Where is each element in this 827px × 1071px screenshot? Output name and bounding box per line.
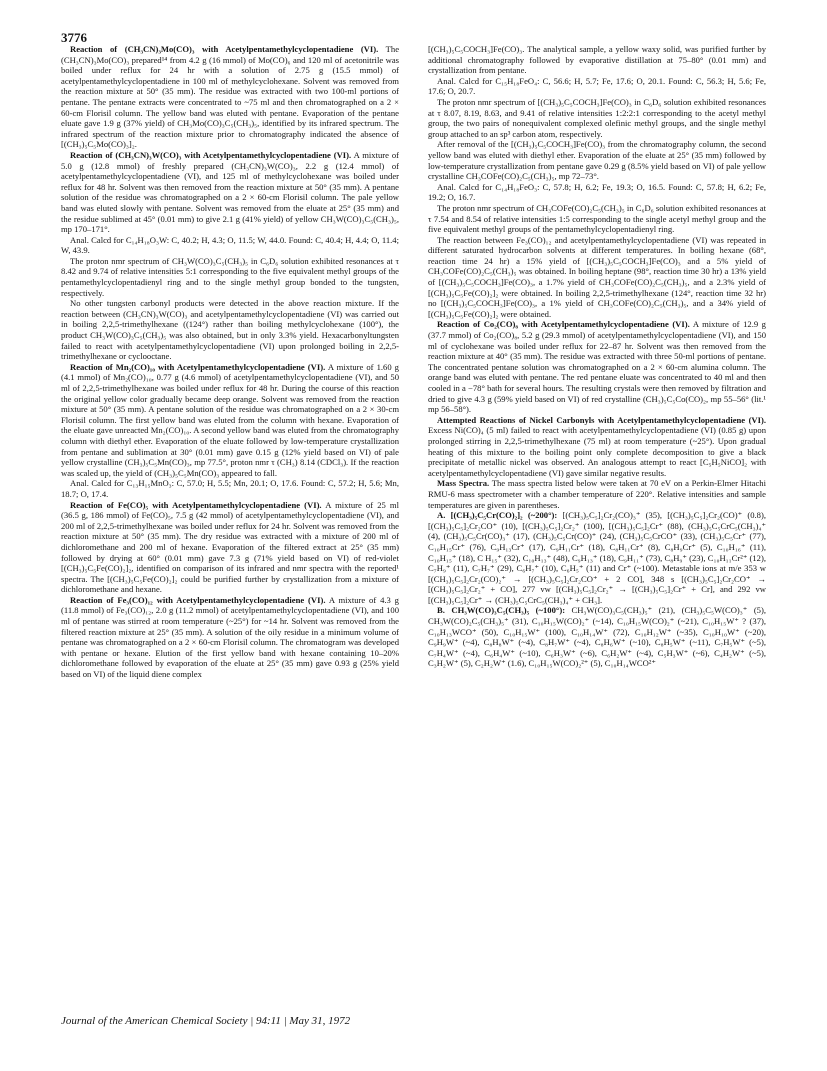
- paragraph: [428, 478, 766, 510]
- paragraph: [428, 203, 766, 235]
- left-column: [61, 44, 399, 680]
- paragraph-heading: A. [(CH₃)₅C₅Cr(CO)₂]₂ (~200°):: [437, 510, 558, 521]
- paragraph-text: A mixture of 4.3 g (11.8 mmol) of Fe₃(CO)₁₂, 2.0 g (11.2 mmol) of acetylpentamethylcyclopentadiene (VI), and 100 ml of pentane was stirred at room temperature (~25°) for ~14 hr. Solvent was removed from the filtered reaction mixture at 25° (35 mm). A solution of the oily residue in a minimum volume of pentane was chromatographed on a 2 × 60-cm Florisil column. The chromatogram was developed with pentane or hexane. Elution of the first yellow band with hexane containing 10–20% dichloromethane followed by evaporation of the eluate at 25° (35 mm) gave 0.93 g (25% yield based on VI) of the liquid diene complex: [61, 594, 399, 680]
- paragraph: [428, 182, 766, 203]
- paragraph-heading: B. CH₃W(CO)₃C₅(CH₃)₅ (~100°):: [437, 605, 566, 616]
- paragraph-heading: Reaction of (CH₃CN)₃Mo(CO)₃ with Acetylpentamethylcyclopentadiene (VI).: [70, 44, 379, 54]
- paragraph: [61, 150, 399, 235]
- paragraph-text: No other tungsten carbonyl products were detected in the above reaction mixture. If the reaction between (CH₃CN)₃W(CO)₃ and acetylpentamethylcyclopentadiene (VI) was carried out in boiling 2,2,5-trimethylhexane ((124°) rather than boiling methylcyclohexane (100°), the product CH₃W(CO)₃C₅(CH₃)₅ was also obtained, but in only 3.3% yield. Hexacarbonyltungsten failed to react with acetylpentamethylcyclopentadiene (VI) upon prolonged boiling in 2,2,5-trimethylhexane or cyclooctane.: [61, 298, 399, 362]
- paragraph: [428, 605, 766, 669]
- paragraph-text: Anal. Calcd for C₁₄H₁₈O₃W: C, 40.2; H, 4.3; O, 11.5; W, 44.0. Found: C, 40.4; H, 4.4; O, 11.4; W, 43.9.: [61, 234, 399, 256]
- paragraph-heading: Reaction of Mn₂(CO)₁₀ with Acetylpentamethylcyclopentadiene (VI).: [70, 361, 326, 372]
- paragraph-text: [(CH₃)₅C₅]₂Cr₂(CO)₃⁺ (35), [(CH₃)₅C₅]₂Cr₂(CO)⁺ (0.8), [(CH₃)₅C₅]₂Cr₂CO⁺ (10), [(CH₃)₅C₅]₂Cr₂⁺ (100), [(CH₃)₅C₅]₂Cr⁺ (88), (CH₃)₅C₅CrC₅(CH₃)₄⁺ (4), (CH₃)₅C₅Cr(CO)₃⁺ (17), (CH₃)₅C₅Cr(CO)⁺ (24), (CH₃)₅C₅CrCO⁺ (33), (CH₃)₅C₅Cr⁺ (77), C₁₀H₁₅Cr⁺ (76), C₉H₁₃Cr⁺ (17), C₉H₁₁Cr⁺ (18), C₈H₁₁Cr⁺ (8), C₈H₉Cr⁺ (5), C₁₀H₁₆⁺ (11), C₁₀H₁₅⁺ (18), C H₁₅⁺ (32), C₁₀H₁₃⁺ (48), C₉H₁₃⁺ (18), C₉H₁₁⁺ (73), C₈H₉⁺ (23), C₁₀H₁₁Cr²⁺ (12), C₇H₉⁺ (11), C₇H₇⁺ (29), C₆H₇⁺ (10), C₆H₅⁺ (11) and Cr⁺ (~100). Metastable ions at m/e 353 w [(CH₃)₅C₅]₂Cr₂(CO)₂⁺ → [(CH₃)₅C₅]₂Cr₂CO⁺ + 2 CO], 348 s [(CH₃)₅C₅]₂Cr₂CO⁺ → [(CH₃)₅C₅]₂Cr₂⁺ + CO], 277 vw [(CH₃)₅C₅]₂Cr₂⁺ → [(CH₃)₅C₅]₂Cr⁺ + Cr], and 292 vw [(CH₃)₅C₅]₂Cr⁺ → (CH₃)₅C₅CrC₅(CH₃)₄⁺ + CH₃].: [428, 510, 766, 605]
- paragraph-text: A mixture of 25 ml (36.5 g, 186 mmol) of Fe(CO)₅, 7.5 g (42 mmol) of acetylpentamethylcyclopentadiene (VI), and 200 ml of 2,2,5-trimethylhexane was boiled under reflux for 24 hr. Solvent was removed from the reaction mixture at 50° (35 mm). The dry residue was extracted with a mixture of 200 ml of dichloromethane and 200 ml of hexane. Evaporation of the filtered extract at 25° (35 mm) followed by drying at 60° (0.01 mm) gave 7.3 g (71% yield based on VI) of red-violet [(CH₃)₅C₅Fe(CO)₂]₂, identified on comparison of its infrared and nmr spectra with the reported¹ spectra. The [(CH₃)₅C₅Fe(CO)₂]₂ could be purified further by crystallization from a mixture of dichloromethane and hexane.: [61, 499, 399, 595]
- paragraph: [428, 319, 766, 414]
- paragraph-heading: Mass Spectra.: [437, 478, 490, 489]
- paragraph-heading: Reaction of Fe(CO)₅ with Acetylpentamethylcyclopentadiene (VI).: [70, 499, 322, 510]
- paragraph-text: A mixture of 1.60 g (4.1 mmol) of Mn₂(CO)₁₀, 0.77 g (4.6 mmol) of acetylpentamethylcyclopentadiene (VI), and 50 ml of 2,2,5-trimethylhexane was boiled under reflux for 48 hr. During the course of this reaction the original yellow color gradually became deep orange. Solvent was removed from the reaction mixture at 50° (35 mm). A pentane solution of the residue was chromatographed on a 2 × 30-cm Florisil column. The first yellow band was eluted from the column with hexane. Evaporation of the eluate gave unreacted Mn₂(CO)₁₀. A second yellow band was eluted from the chromatography column with diethyl ether. Evaporation of the eluate followed by low-temperature crystallization from pentane and sublimation at 30° (0.01 mm) gave 0.15 g (12% yield based on VI) of pale yellow crystalline (CH₃)₅C₅Mn(CO)₃, mp 77.5°, proton nmr τ (CH₃) 8.14 (CDCl₃). If the reaction was scaled up, the yield of (CH₃)₅C₅Mn(CO)₃ appeared to fall.: [61, 361, 399, 478]
- paragraph-text: After removal of the [(CH₃)₅C₅COCH₃]Fe(CO)₃ from the chromatography column, the second yellow band was eluted with diethyl ether. Evaporation of the eluate at 25° (35 mm) followed by low-temperature crystallization from pentane gave 0.29 g (8.5% yield based on VI) of pale yellow crystalline CH₃COFe(CO)₂C₅(CH₃)₅, mp 72–73°.: [428, 139, 766, 182]
- paragraph-text: A mixture of 12.9 g (37.7 mmol) of Co₂(CO)₈, 5.2 g (29.3 mmol) of acetylpentamethylcyclopentadiene (VI), and 150 ml of cyclohexane was boiled under reflux for 22–87 hr. Solvent was then removed from the reaction mixture at 40° (35 mm). The residue was extracted with three 50-ml portions of pentane. The concentrated pentane solution was chromatographed on a 2 × 60-cm alumina column. The orange band was eluted with pentane. The red pentane eluate was concentrated to 40 ml and then cooled in a −78° bath for several hours. The resulting crystals were then removed by filtration and dried to give 4.3 g (59% yield based on VI) of red crystalline (CH₃)₅C₅Co(CO)₂, mp 55–56° (lit.¹ mp 56–58°).: [428, 319, 766, 415]
- paragraph-text: [(CH₃)₅C₅COCH₃]Fe(CO)₃. The analytical sample, a yellow waxy solid, was purified further by additional chromatography followed by evaporative distillation at 75–80° (0.01 mm) and crystallization from pentane.: [428, 44, 766, 76]
- paragraph-text: The (CH₃CN)₃Mo(CO)₃ prepared¹⁴ from 4.2 g (16 mmol) of Mo(CO)₆ and 120 ml of acetonitrile was boiled under reflux for 24 hr with a solution of 2.75 g (15.5 mmol) of acetylpentamethylcyclopentadiene in 100 ml of methylcyclohexane. Solvent was removed from the reaction mixture at 50° (35 mm). The residue was extracted with two 100-ml portions of pentane. The pentane extracts were concentrated to ~75 ml and then chromatographed on a 2 × 60-cm Florisil column. The yellow band was eluted with pentane. Evaporation of the pentane eluate gave 1.9 g (37% yield) of CH₃Mo(CO)₃C₅(CH₃)₅, identified by its infrared spectrum. The infrared spectrum of the reaction mixture prior to chromatography indicated the absence of [(CH₃)₅C₅Mo(CO)₃]₂.: [61, 44, 400, 150]
- paragraph-text: Excess Ni(CO)₄ (5 ml) failed to react with acetylpentamethylcyclopentadiene (VI) (0.85 g) upon prolonged stirring in 2,2,5-trimethylhexane (75 ml) at room temperature (~25°). Upon gradual heating of this mixture to the boiling point only complete decomposition to give a black precipitate of metallic nickel was observed. An analogous attempt to react [C₅H₅NiCO]₂ with acetylpentamethylcyclopentadiene (VI) gave similar negative results.: [428, 425, 766, 478]
- paragraph-text: Anal. Calcd for C₁₄H₁₈FeO₃: C, 57.8; H, 6.2; Fe, 19.3; O, 16.5. Found: C, 57.8; H, 6.2; Fe, 19.2; O, 16.7.: [428, 181, 766, 203]
- paragraph: [428, 44, 766, 76]
- paragraph: [428, 415, 766, 479]
- paragraph: [428, 97, 766, 139]
- paragraph: [428, 235, 766, 320]
- paragraph: [61, 595, 399, 680]
- paragraph-text: A mixture of 5.0 g (12.8 mmol) of freshly prepared (CH₃CN)₃W(CO)₃, 2.2 g (12.4 mmol) of acetylpentamethylcyclopentadiene (VI), and 125 ml of methylcyclohexane was boiled under reflux for 48 hr. Solvent was then removed from the reaction mixture at 50° (35 mm). A pentane solution of the residue was chromatographed on a 2 × 60-cm Florisil column. The pale yellow band was eluted slowly with pentane. Solvent was removed from the eluate at 25° (35 mm) and the residue sublimed at 45° (0.01 mm) to give 2.1 g (41% yield) of yellow CH₃W(CO)₃C₅(CH₃)₅, mp 170–171°.: [61, 149, 400, 235]
- paragraph-text: Anal. Calcd for C₁₃H₁₅MnO₃: C, 57.0; H, 5.5; Mn, 20.1; O, 17.6. Found: C, 57.2; H, 5.6; Mn, 18.7; O, 17.4.: [61, 478, 399, 499]
- paragraph: [61, 478, 399, 499]
- paragraph-text: The proton nmr spectrum of [(CH₃)₅C₅COCH₃]Fe(CO)₃ in C₆D₆ solution exhibited resonances at τ 8.07, 8.19, 8.63, and 9.41 of relative intensities 1:2:2:1 corresponding to the acetyl methyl group, the two pairs of nonequivalent complexed olefinic methyl groups, and the single methyl group attached to an sp³ carbon atom, respectively.: [428, 96, 766, 139]
- paragraph-text: The proton nmr spectrum of CH₃W(CO)₃C₅(CH₃)₅ in C₆D₆ solution exhibited resonances at τ 8.42 and 9.74 of relative intensities 5:1 corresponding to the five equivalent methyl groups of the pentamethylcyclopentadienyl ring and to the single methyl group bonded to the tungsten, respectively.: [61, 255, 399, 298]
- paragraph-heading: Reaction of Co₂(CO)₈ with Acetylpentamethylcyclopentadiene (VI).: [437, 319, 690, 330]
- paragraph: [428, 76, 766, 97]
- paragraph: [61, 298, 399, 362]
- right-column: [428, 44, 766, 669]
- paragraph: [428, 139, 766, 181]
- journal-footer: Journal of the American Chemical Society | 94:11 | May 31, 1972: [61, 1015, 351, 1027]
- paragraph-text: The mass spectra listed below were taken at 70 eV on a Perkin-Elmer Hitachi RMU-6 mass spectrometer with a chamber temperature of 220°. Relative intensities and sample temperatures are given in parentheses.: [428, 478, 766, 510]
- paragraph-text: The reaction between Fe₃(CO)₁₂ and acetylpentamethylcyclopentadiene (VI) was repeated in different saturated hydrocarbon solvents at different temperatures. In boiling hexane (68°, reaction time 24 hr) a 15% yield of [(CH₃)₅C₅COCH₃]Fe(CO)₃ and a 5% yield of CH₃COFe(CO)₂C₅(CH₃)₅ was obtained. In boiling heptane (98°, reaction time 30 hr) a 13% yield of [(CH₃)₅C₅COCH₃]Fe(CO)₃, a 1.7% yield of CH₃COFe(CO)₂C₅(CH₃)₅, and a 2.3% yield of [(CH₃)₅C₅Fe(CO)₂]₂ were obtained. In boiling 2,2,5-trimethylhexane (124°, reaction time 32 hr) no [(CH₃)₅C₅COCH₃]Fe(CO)₃, a 1% yield of CH₃COFe(CO)₂C₅(CH₃)₅, and a 34% yield of [(CH₃)₅C₅Fe(CO)₂]₂ were obtained.: [428, 234, 766, 319]
- paragraph-heading: Attempted Reactions of Nickel Carbonyls with Acetylpentamethylcyclopentadiene (VI).: [437, 414, 766, 425]
- paragraph-text: The proton nmr spectrum of CH₃COFe(CO)₂C₅(CH₃)₅ in C₆D₆ solution exhibited resonances at τ 7.54 and 8.54 of relative intensities 1:5 corresponding to the single acetyl methyl group and the five equivalent methyl groups of the pentamethylcyclopentadienyl ring.: [428, 202, 766, 235]
- paragraph: [428, 510, 766, 605]
- page-number: 3776: [61, 30, 87, 45]
- paragraph: [61, 362, 399, 479]
- paragraph-heading: Reaction of (CH₃CN)₃W(CO)₃ with Acetylpentamethylcyclopentadiene (VI).: [70, 149, 352, 160]
- paragraph-text: Anal. Calcd for C₁₅H₁₈FeO₄: C, 56.6; H, 5.7; Fe, 17.6; O, 20.1. Found: C, 56.3; H, 5.6; Fe, 17.6; O, 20.7.: [428, 75, 766, 97]
- paragraph: [61, 500, 399, 595]
- paragraph: [61, 256, 399, 298]
- paragraph-text: CH₃W(CO)₃C₅(CH₃)₅⁺ (21), (CH₃)₅C₅W(CO)₃⁺ (5), CH₃W(CO)₂C₅(CH₃)₅⁺ (31), C₁₀H₁₅W(CO)₂⁺ (~14), C₁₀H₁₅W(CO)₂⁺ (~21), C₁₀H₁₅W⁺ ? (37), C₁₀H₁₃WCO⁺ (50), C₁₀H₁₅W⁺ (100), C₁₀H₁₄W⁺ (72), C₁₀H₁₂W⁺ (~35), C₁₀H₁₀W⁺ (~20), C₉H₉W⁺ (~4), C₈H₈W⁺ (~4), C₈H₇W⁺ (~4), C₈H₆W⁺ (~10), C₈H₅W⁺ (~11), C₇H₅W⁺ (~5), C₇H₄W⁺ (~4), C₆H₄W⁺ (~10), C₆H₃W⁺ (~6), C₆H₂W⁺ (~4), C₅H₃W⁺ (~6), C₄H₂W⁺ (~5), C₃H₂W⁺ (5), C₂H₂W⁺ (1.6), C₁₀H₁₅W(CO)₂²⁺ (5), C₁₀H₁₄WCO²⁺: [428, 605, 766, 669]
- paragraph: [61, 235, 399, 256]
- paragraph: [61, 44, 399, 150]
- paragraph-heading: Reaction of Fe₃(CO)₁₂ with Acetylpentamethylcyclopentadiene (VI).: [70, 594, 326, 605]
